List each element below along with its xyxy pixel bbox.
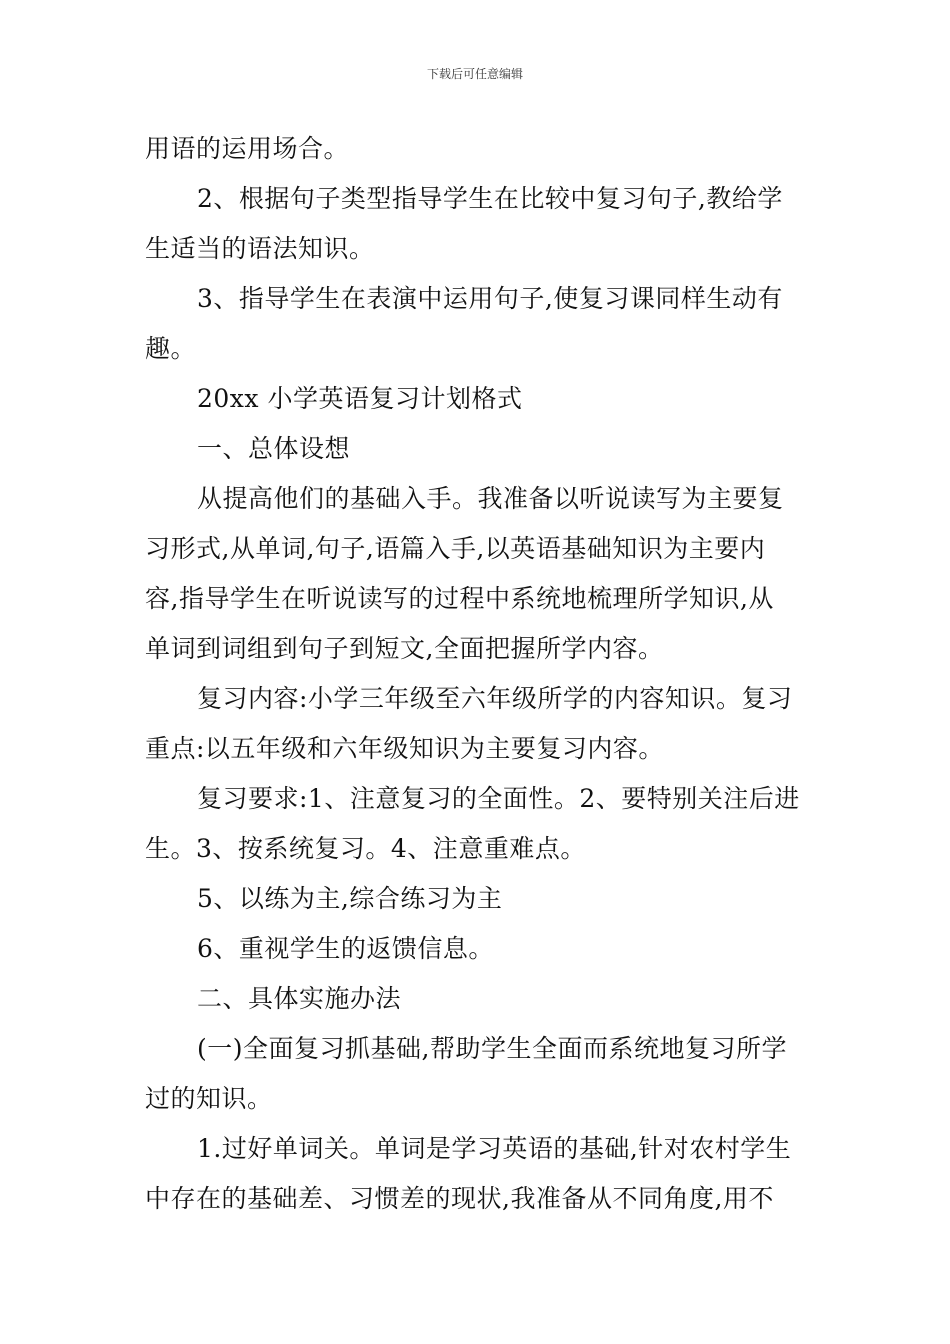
text-line: 3、指导学生在表演中运用句子,使复习课同样生动有: [197, 284, 783, 313]
text-line: 生。3、按系统复习。4、注意重难点。: [145, 834, 586, 863]
text-line: 习形式,从单词,句子,语篇入手,以英语基础知识为主要内: [145, 534, 766, 563]
document-body: [145, 124, 810, 1224]
text-line: 单词到词组到句子到短文,全面把握所学内容。: [145, 634, 664, 663]
text-line: 趣。: [145, 334, 197, 363]
text-line: 过的知识。: [145, 1084, 273, 1113]
page-header-note: 下载后可任意编辑: [426, 67, 523, 81]
text-line: 从提高他们的基础入手。我准备以听说读写为主要复: [197, 484, 784, 513]
text-line: 用语的运用场合。: [145, 134, 350, 163]
text-line: 复习要求:1、注意复习的全面性。2、要特别关注后进: [197, 784, 800, 813]
section-heading: 二、具体实施办法: [197, 984, 402, 1013]
text-line: 6、重视学生的返馈信息。: [197, 934, 494, 963]
text-line: 重点:以五年级和六年级知识为主要复习内容。: [145, 734, 664, 763]
text-line: 中存在的基础差、习惯差的现状,我准备从不同角度,用不: [145, 1184, 774, 1213]
text-line: 复习内容:小学三年级至六年级所学的内容知识。复习: [197, 684, 793, 713]
text-line: 容,指导学生在听说读写的过程中系统地梳理所学知识,从: [145, 584, 774, 613]
text-line: 1.过好单词关。单词是学习英语的基础,针对农村学生: [197, 1134, 792, 1163]
section-heading: 20xx 小学英语复习计划格式: [197, 384, 523, 413]
text-line: 生适当的语法知识。: [145, 234, 375, 263]
text-line: 2、根据句子类型指导学生在比较中复习句子,教给学: [197, 184, 783, 213]
text-line: 5、以练为主,综合练习为主: [197, 884, 503, 913]
text-line: (一)全面复习抓基础,帮助学生全面而系统地复习所学: [197, 1034, 787, 1063]
section-heading: 一、总体设想: [197, 434, 351, 463]
